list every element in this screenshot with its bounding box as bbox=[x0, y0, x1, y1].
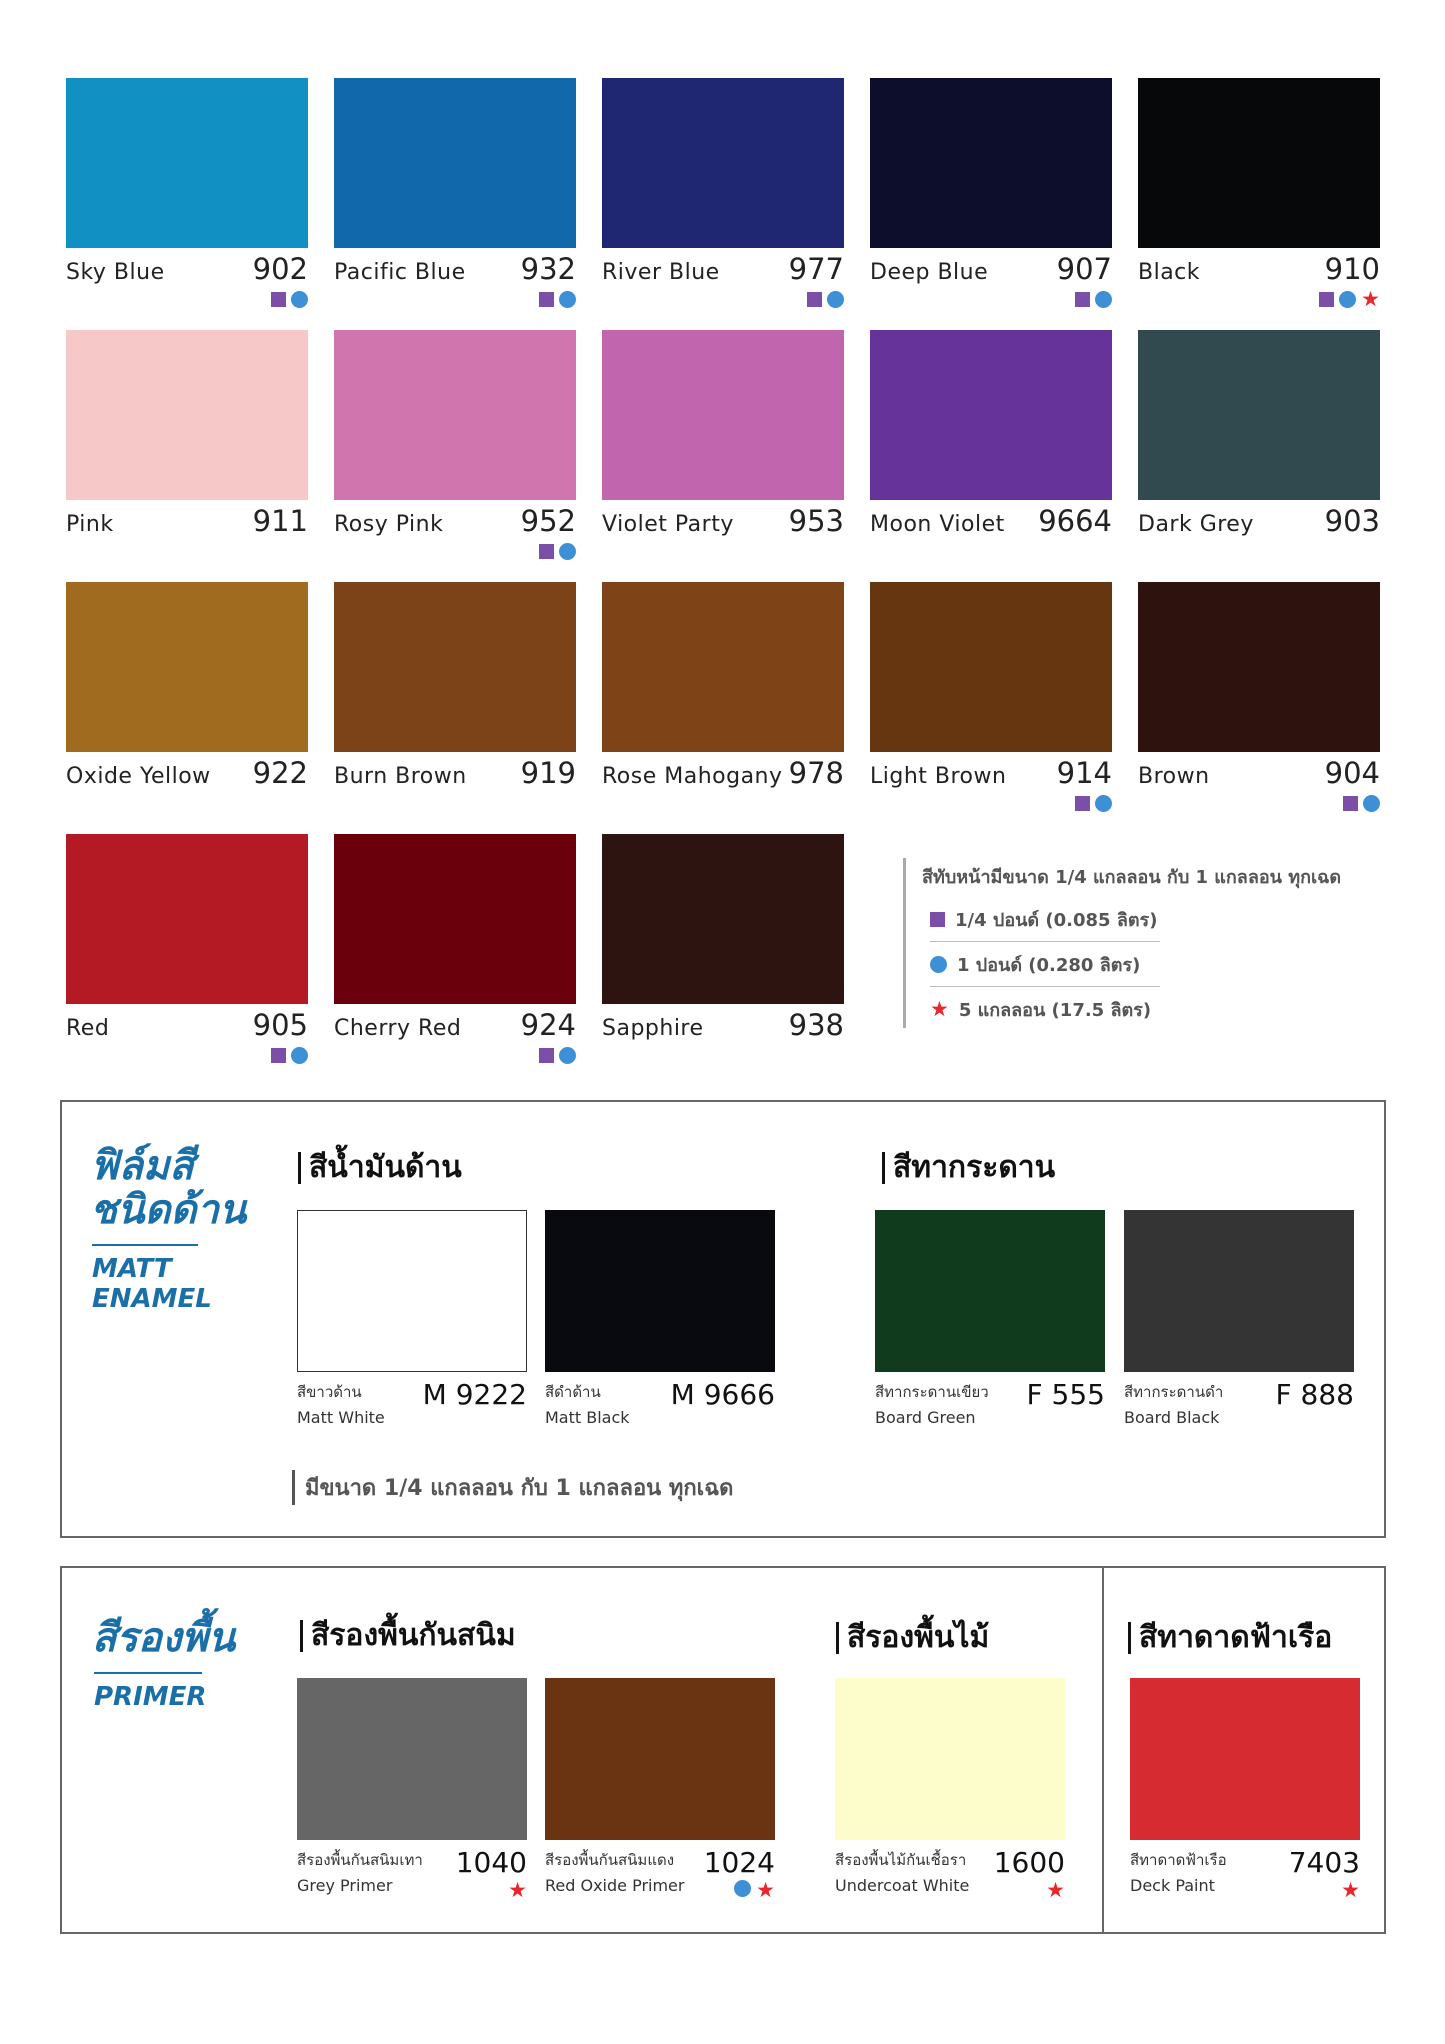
paint-name-english: Grey Primer bbox=[297, 1876, 393, 1895]
swatch-code: 952 bbox=[520, 504, 576, 538]
section-heading-wood-primer: สีรองพื้นไม้ bbox=[836, 1622, 989, 1654]
purple-square-icon bbox=[539, 292, 554, 307]
legend-label: 1/4 ปอนด์ (0.085 ลิตร) bbox=[955, 909, 1158, 931]
swatch-card bbox=[334, 834, 576, 1066]
legend-label: 1 ปอนด์ (0.280 ลิตร) bbox=[957, 954, 1141, 976]
paint-name-thai: สีดำด้าน bbox=[545, 1383, 601, 1401]
paint-name-thai: สีรองพื้นกันสนิมเทา bbox=[297, 1851, 423, 1869]
color-swatch bbox=[334, 834, 576, 1004]
swatch-code: 932 bbox=[520, 252, 576, 286]
matt-enamel-panel bbox=[60, 1100, 1386, 1538]
section-heading-matt-oil: สีน้ำมันด้าน bbox=[298, 1152, 462, 1184]
size-marks bbox=[602, 540, 844, 562]
color-swatch bbox=[1138, 330, 1380, 500]
size-marks bbox=[334, 792, 576, 814]
blue-circle-icon bbox=[734, 1880, 751, 1897]
swatch-code: 924 bbox=[520, 1008, 576, 1042]
size-marks bbox=[704, 1880, 775, 1901]
swatch-name: Rose Mahogany bbox=[602, 764, 783, 789]
color-swatch bbox=[1138, 78, 1380, 248]
color-swatch bbox=[602, 78, 844, 248]
swatch-card bbox=[870, 78, 1112, 310]
color-swatch bbox=[297, 1210, 527, 1372]
swatch-code: 977 bbox=[788, 252, 844, 286]
legend-item-pint bbox=[930, 942, 1160, 987]
swatch-code: 910 bbox=[1324, 252, 1380, 286]
paint-item-red-oxide-primer bbox=[545, 1678, 775, 1901]
size-marks bbox=[870, 288, 1112, 310]
swatch-code: 903 bbox=[1324, 504, 1380, 538]
red-star-icon: ★ bbox=[1341, 1878, 1360, 1902]
color-swatch bbox=[66, 834, 308, 1004]
swatch-card bbox=[334, 78, 576, 310]
blue-circle-icon bbox=[1363, 795, 1380, 812]
purple-square-icon bbox=[807, 292, 822, 307]
swatch-card bbox=[334, 330, 576, 562]
paint-code: 1024 bbox=[703, 1846, 775, 1879]
paint-code: 7403 bbox=[1288, 1846, 1360, 1879]
size-marks bbox=[602, 792, 844, 814]
blue-circle-icon bbox=[559, 1047, 576, 1064]
size-marks bbox=[870, 792, 1112, 814]
paint-name-thai: สีทาดาดฟ้าเรือ bbox=[1130, 1851, 1227, 1869]
purple-square-icon bbox=[1319, 292, 1334, 307]
swatch-code: 9664 bbox=[1038, 504, 1112, 538]
swatch-card bbox=[1138, 582, 1380, 814]
paint-item-board-green bbox=[875, 1210, 1105, 1427]
swatch-code: 938 bbox=[788, 1008, 844, 1042]
swatch-code: 919 bbox=[520, 756, 576, 790]
color-swatch bbox=[334, 330, 576, 500]
swatch-name: Sky Blue bbox=[66, 260, 165, 285]
purple-square-icon bbox=[271, 1048, 286, 1063]
swatch-name: Cherry Red bbox=[334, 1016, 462, 1041]
matt-brand-english-line1: MATT bbox=[92, 1254, 172, 1284]
paint-name-english: Deck Paint bbox=[1130, 1876, 1215, 1895]
paint-name-thai: สีทากระดานดำ bbox=[1124, 1383, 1224, 1401]
size-marks bbox=[1138, 540, 1380, 562]
size-marks bbox=[602, 1044, 844, 1066]
swatch-name: Light Brown bbox=[870, 764, 1007, 789]
paint-name-thai: สีรองพื้นกันสนิมแดง bbox=[545, 1851, 675, 1869]
primer-brand-rule bbox=[94, 1672, 202, 1674]
paint-name-english: Board Black bbox=[1124, 1408, 1220, 1427]
purple-square-icon bbox=[271, 292, 286, 307]
red-star-icon: ★ bbox=[1046, 1878, 1065, 1902]
color-swatch bbox=[602, 582, 844, 752]
swatch-card bbox=[1138, 330, 1380, 562]
size-marks bbox=[1138, 792, 1380, 814]
swatch-name: River Blue bbox=[602, 260, 720, 285]
swatch-card bbox=[334, 582, 576, 814]
section-heading-board-paint: สีทากระดาน bbox=[882, 1152, 1055, 1184]
legend-title: สีทับหน้ามีขนาด 1/4 แกลลอน กับ 1 แกลลอน ทุกเฉด bbox=[922, 867, 1342, 888]
size-marks bbox=[334, 288, 576, 310]
color-swatch bbox=[835, 1678, 1065, 1840]
swatch-card bbox=[602, 834, 844, 1066]
swatch-name: Red bbox=[66, 1016, 110, 1041]
matt-brand-rule bbox=[92, 1244, 198, 1246]
color-swatch bbox=[297, 1678, 527, 1840]
color-swatch bbox=[1138, 582, 1380, 752]
paint-item-matt-black bbox=[545, 1210, 775, 1427]
legend-item-quart bbox=[930, 897, 1160, 942]
swatch-card bbox=[602, 582, 844, 814]
blue-circle-icon bbox=[1095, 795, 1112, 812]
size-marks bbox=[66, 288, 308, 310]
swatch-code: 911 bbox=[252, 504, 308, 538]
color-swatch bbox=[875, 1210, 1105, 1372]
blue-circle-icon bbox=[930, 956, 947, 973]
matt-brand-english-line2: ENAMEL bbox=[92, 1284, 212, 1314]
size-marks bbox=[1289, 1880, 1360, 1901]
paint-name-thai: สีขาวด้าน bbox=[297, 1383, 362, 1401]
purple-square-icon bbox=[930, 912, 945, 927]
legend-label: 5 แกลลอน (17.5 ลิตร) bbox=[958, 999, 1152, 1021]
paint-name-english: Matt Black bbox=[545, 1408, 630, 1427]
paint-code: M 9666 bbox=[670, 1378, 775, 1411]
size-marks bbox=[66, 540, 308, 562]
paint-name-thai: สีทากระดานเขียว bbox=[875, 1383, 989, 1401]
color-swatch bbox=[66, 78, 308, 248]
color-swatch bbox=[870, 330, 1112, 500]
swatch-card bbox=[66, 330, 308, 562]
swatch-name: Sapphire bbox=[602, 1016, 704, 1041]
swatch-card bbox=[602, 330, 844, 562]
size-marks bbox=[1138, 288, 1380, 310]
red-star-icon: ★ bbox=[508, 1878, 527, 1902]
size-marks bbox=[994, 1880, 1065, 1901]
paint-name-english: Matt White bbox=[297, 1408, 385, 1427]
purple-square-icon bbox=[539, 1048, 554, 1063]
blue-circle-icon bbox=[291, 291, 308, 308]
blue-circle-icon bbox=[559, 543, 576, 560]
paint-item-deck-paint bbox=[1130, 1678, 1360, 1901]
swatch-card bbox=[870, 582, 1112, 814]
swatch-name: Black bbox=[1138, 260, 1201, 285]
blue-circle-icon bbox=[291, 1047, 308, 1064]
color-swatch bbox=[334, 78, 576, 248]
swatch-name: Pacific Blue bbox=[334, 260, 466, 285]
size-marks bbox=[66, 792, 308, 814]
purple-square-icon bbox=[539, 544, 554, 559]
swatch-code: 904 bbox=[1324, 756, 1380, 790]
paint-code: F 555 bbox=[1026, 1378, 1105, 1411]
size-marks bbox=[334, 540, 576, 562]
color-swatch bbox=[602, 834, 844, 1004]
section-heading-deck-paint: สีทาดาดฟ้าเรือ bbox=[1128, 1622, 1332, 1654]
primer-divider bbox=[1102, 1568, 1104, 1932]
paint-code: 1040 bbox=[455, 1846, 527, 1879]
purple-square-icon bbox=[1075, 292, 1090, 307]
swatch-code: 978 bbox=[788, 756, 844, 790]
swatch-name: Moon Violet bbox=[870, 512, 1005, 537]
paint-code: M 9222 bbox=[422, 1378, 527, 1411]
color-swatch bbox=[334, 582, 576, 752]
swatch-code: 902 bbox=[252, 252, 308, 286]
color-swatch bbox=[870, 78, 1112, 248]
color-swatch bbox=[545, 1678, 775, 1840]
swatch-code: 953 bbox=[788, 504, 844, 538]
size-marks bbox=[602, 288, 844, 310]
swatch-code: 905 bbox=[252, 1008, 308, 1042]
size-marks bbox=[334, 1044, 576, 1066]
primer-panel bbox=[60, 1566, 1386, 1934]
paint-item-matt-white bbox=[297, 1210, 527, 1427]
size-marks bbox=[66, 1044, 308, 1066]
swatch-card bbox=[66, 582, 308, 814]
swatch-card bbox=[1138, 78, 1380, 310]
primer-brand-english: PRIMER bbox=[94, 1682, 207, 1712]
blue-circle-icon bbox=[827, 291, 844, 308]
paint-name-english: Board Green bbox=[875, 1408, 976, 1427]
paint-name-english: Red Oxide Primer bbox=[545, 1876, 685, 1895]
color-swatch bbox=[870, 582, 1112, 752]
color-swatch bbox=[66, 330, 308, 500]
primer-brand-thai: สีรองพื้น bbox=[92, 1615, 236, 1661]
color-swatch bbox=[1124, 1210, 1354, 1372]
blue-circle-icon bbox=[559, 291, 576, 308]
paint-item-board-black bbox=[1124, 1210, 1354, 1427]
legend-item-gallon5 bbox=[930, 987, 1160, 1031]
red-star-icon: ★ bbox=[756, 1878, 775, 1902]
matt-brand-thai-line1: ฟิล์มสี bbox=[90, 1143, 194, 1189]
color-swatch bbox=[545, 1210, 775, 1372]
paint-item-grey-primer bbox=[297, 1678, 527, 1901]
swatch-name: Rosy Pink bbox=[334, 512, 444, 537]
swatch-card bbox=[870, 330, 1112, 562]
paint-name-thai: สีรองพื้นไม้กันเชื้อรา bbox=[835, 1851, 967, 1869]
red-star-icon: ★ bbox=[1361, 286, 1380, 311]
matt-brand-thai-line2: ชนิดด้าน bbox=[90, 1187, 247, 1233]
purple-square-icon bbox=[1343, 796, 1358, 811]
size-legend bbox=[903, 858, 1402, 1028]
color-swatch bbox=[602, 330, 844, 500]
matt-size-note: มีขนาด 1/4 แกลลอน กับ 1 แกลลอน ทุกเฉด bbox=[292, 1470, 733, 1505]
purple-square-icon bbox=[1075, 796, 1090, 811]
swatch-name: Pink bbox=[66, 512, 114, 537]
size-marks bbox=[870, 540, 1112, 562]
paint-name-english: Undercoat White bbox=[835, 1876, 970, 1895]
paint-code: 1600 bbox=[993, 1846, 1065, 1879]
color-swatch bbox=[66, 582, 308, 752]
blue-circle-icon bbox=[1339, 291, 1356, 308]
swatch-code: 922 bbox=[252, 756, 308, 790]
paint-code: F 888 bbox=[1275, 1378, 1354, 1411]
red-star-icon: ★ bbox=[930, 996, 949, 1021]
section-heading-anti-rust-primer: สีรองพื้นกันสนิม bbox=[300, 1620, 516, 1652]
swatch-card bbox=[66, 834, 308, 1066]
swatch-card bbox=[602, 78, 844, 310]
swatch-name: Burn Brown bbox=[334, 764, 467, 789]
color-swatch bbox=[1130, 1678, 1360, 1840]
paint-item-undercoat-white bbox=[835, 1678, 1065, 1901]
blue-circle-icon bbox=[1095, 291, 1112, 308]
swatch-name: Violet Party bbox=[602, 512, 734, 537]
swatch-card bbox=[66, 78, 308, 310]
swatch-name: Dark Grey bbox=[1138, 512, 1254, 537]
swatch-name: Oxide Yellow bbox=[66, 764, 211, 789]
swatch-name: Brown bbox=[1138, 764, 1210, 789]
size-marks bbox=[456, 1880, 527, 1901]
swatch-code: 907 bbox=[1056, 252, 1112, 286]
swatch-name: Deep Blue bbox=[870, 260, 989, 285]
swatch-code: 914 bbox=[1056, 756, 1112, 790]
